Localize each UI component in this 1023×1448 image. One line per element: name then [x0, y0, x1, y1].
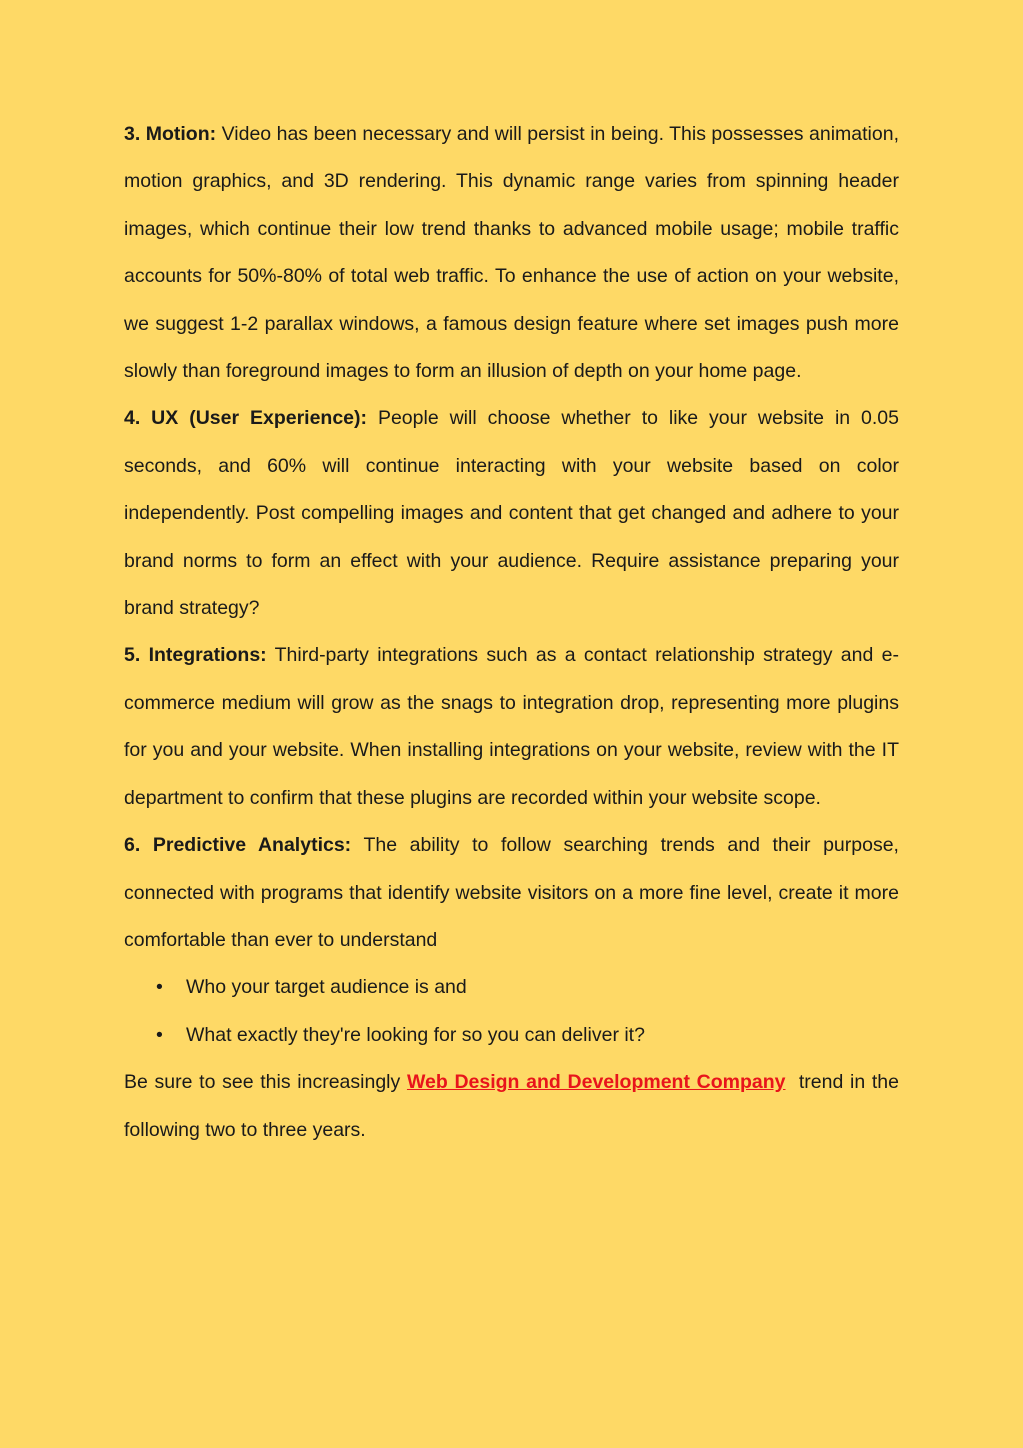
section-heading: 6. Predictive Analytics:: [124, 834, 352, 857]
section-heading: 3. Motion:: [124, 123, 217, 145]
closing-text-after: trend in the following two to three years.: [124, 1071, 900, 1141]
closing-paragraph: [124, 1059, 899, 1154]
bullet-list: [124, 964, 899, 1059]
section-body: People will choose whether to like your website in 0.05 seconds, and 60% will continue interacting with your website based on color independently. Post compelling images and content that get changed and adhere to your brand norms to form an effect with your audience. Require assistance preparing your brand strategy?: [124, 407, 899, 620]
closing-text-before: Be sure to see this increasingly: [124, 1071, 401, 1094]
section-heading: 4. UX (User Experience):: [124, 407, 368, 430]
section-heading: 5. Integrations:: [124, 644, 267, 667]
section-body: Video has been necessary and will persist in being. This possesses animation, motion graphics, and 3D rendering. This dynamic range varies from spinning header images, which continue their low trend thanks to advanced mobile usage; mobile traffic accounts for 50%-80% of total web traffic. To enhance the use of action on your website, we suggest 1-2 parallax windows, a famous design feature where set images push more slowly than foreground images to form an illusion of depth on your home page.: [124, 123, 899, 383]
section-motion: [124, 111, 899, 395]
bullet-icon: •: [156, 1023, 163, 1046]
list-item: [124, 964, 899, 1011]
section-body: Third-party integrations such as a contact relationship strategy and e-commerce medium will grow as the snags to integration drop, representing more plugins for you and your website. When installing integrations on your website, review with the IT department to confirm that these plugins are recorded within your website scope.: [124, 644, 899, 809]
section-body: The ability to follow searching trends and their purpose, connected with programs that identify website visitors on a more fine level, create it more comfortable than ever to understand: [124, 834, 899, 951]
section-integrations: [124, 632, 899, 822]
bullet-icon: •: [156, 976, 163, 999]
section-predictive-analytics: [124, 822, 899, 964]
list-item: [124, 1012, 899, 1059]
web-design-company-link[interactable]: Web Design and Development Company: [406, 1071, 786, 1094]
list-item-text: What exactly they're looking for so you can deliver it?: [186, 1023, 645, 1046]
list-item-text: Who your target audience is and: [186, 976, 467, 999]
section-ux: [124, 395, 899, 632]
